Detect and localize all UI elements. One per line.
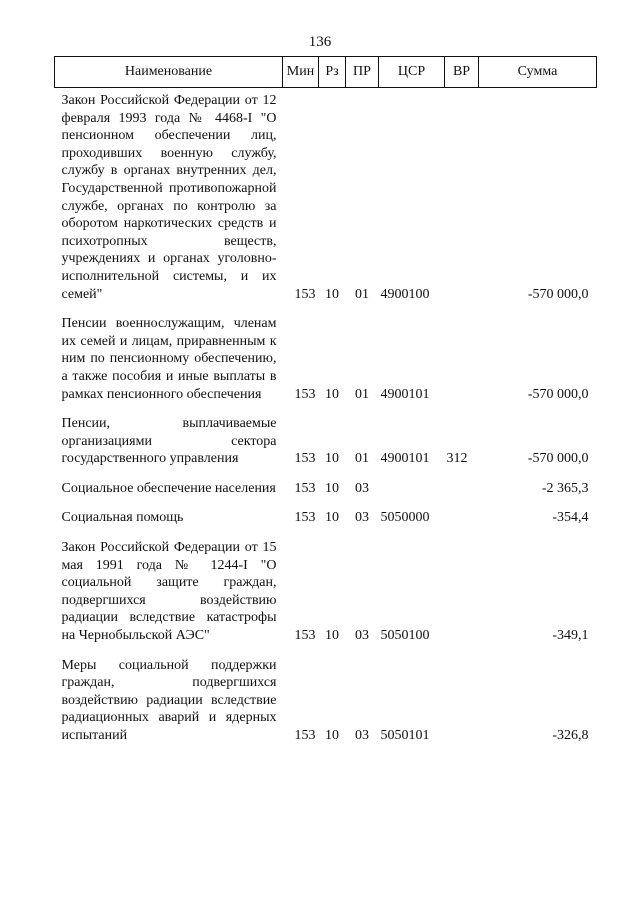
table-row bbox=[55, 651, 597, 751]
row-vr bbox=[445, 88, 479, 310]
header-sum: Сумма bbox=[479, 57, 597, 88]
row-rz: 10 bbox=[325, 451, 339, 467]
row-sum: -2 365,3 bbox=[541, 480, 589, 496]
row-name: Социальная помощь bbox=[61, 510, 184, 526]
row-min: 153 bbox=[294, 510, 316, 526]
table-row bbox=[55, 88, 597, 310]
header-rz: Рз bbox=[319, 57, 346, 88]
row-min: 153 bbox=[294, 480, 316, 496]
row-csr: 5050100 bbox=[380, 628, 430, 644]
row-csr bbox=[379, 474, 445, 504]
row-vr bbox=[445, 309, 479, 409]
row-vr bbox=[445, 503, 479, 533]
row-rz: 10 bbox=[325, 386, 339, 402]
row-name: Пенсии военнослужащим, членам их семей и лицам, приравненным к ним по пенсионному обеспечению, а также пособия и иные выплаты в рамках пенсионного обеспечения bbox=[61, 316, 277, 402]
row-pr: 03 bbox=[355, 480, 369, 496]
header-pr: ПР bbox=[346, 57, 379, 88]
row-csr: 4900101 bbox=[380, 451, 430, 467]
table-row bbox=[55, 533, 597, 651]
table-row bbox=[55, 474, 597, 504]
row-vr bbox=[445, 533, 479, 651]
row-rz: 10 bbox=[325, 286, 339, 302]
row-pr: 01 bbox=[355, 386, 369, 402]
row-rz: 10 bbox=[325, 728, 339, 743]
row-pr: 01 bbox=[355, 451, 369, 467]
budget-table bbox=[54, 56, 597, 751]
row-sum: -326,8 bbox=[552, 728, 589, 743]
row-rz: 10 bbox=[325, 480, 339, 496]
row-vr bbox=[445, 651, 479, 751]
row-sum: -570 000,0 bbox=[527, 386, 589, 402]
row-min: 153 bbox=[294, 386, 316, 402]
row-min: 153 bbox=[294, 728, 316, 743]
row-csr: 5050101 bbox=[380, 728, 430, 743]
row-min: 153 bbox=[294, 286, 316, 302]
row-name: Социальное обеспечение населения bbox=[61, 480, 276, 496]
row-name: Пенсии, выплачиваемые организациями сектора государственного управления bbox=[61, 416, 277, 467]
header-vr: ВР bbox=[445, 57, 479, 88]
table-row bbox=[55, 503, 597, 533]
table-header-row bbox=[55, 57, 597, 88]
table-row bbox=[55, 309, 597, 409]
row-pr: 01 bbox=[355, 286, 369, 302]
row-min: 153 bbox=[294, 451, 316, 467]
row-pr: 03 bbox=[355, 510, 369, 526]
header-csr: ЦСР bbox=[379, 57, 445, 88]
row-sum: -570 000,0 bbox=[527, 451, 589, 467]
table-row bbox=[55, 409, 597, 474]
row-pr: 03 bbox=[355, 628, 369, 644]
row-rz: 10 bbox=[325, 510, 339, 526]
row-name: Закон Российской Федерации от 12 февраля 1993 года № 4468-I "О пенсионном обеспечении лиц, проходивших военную службу, службу в органах внутренних дел, Государственной противопожарной службе, органах по контролю за оборотом наркотических средств и психотропных веществ, учреждениях и органах уголовно-исполнительной системы, и их семей" bbox=[61, 93, 277, 302]
budget-table-container bbox=[54, 56, 596, 751]
row-rz: 10 bbox=[325, 628, 339, 644]
row-pr: 03 bbox=[355, 728, 369, 743]
header-name: Наименование bbox=[55, 57, 283, 88]
row-sum: -354,4 bbox=[552, 510, 589, 526]
row-name: Закон Российской Федерации от 15 мая 1991 года № 1244-I "О социальной защите граждан, подвергшихся воздействию радиации вследствие катастрофы на Чернобыльской АЭС" bbox=[61, 540, 277, 644]
page-number: 136 bbox=[308, 34, 332, 50]
row-name: Меры социальной поддержки граждан, подвергшихся воздействию радиации вследствие радиационных аварий и ядерных испытаний bbox=[61, 657, 277, 743]
row-sum: -349,1 bbox=[552, 628, 589, 644]
row-min: 153 bbox=[294, 628, 316, 644]
row-csr: 4900100 bbox=[380, 286, 430, 302]
row-sum: -570 000,0 bbox=[527, 286, 589, 302]
row-csr: 5050000 bbox=[380, 510, 430, 526]
row-vr bbox=[445, 474, 479, 504]
header-min: Мин bbox=[283, 57, 319, 88]
row-csr: 4900101 bbox=[380, 386, 430, 402]
row-vr: 312 bbox=[446, 451, 468, 467]
